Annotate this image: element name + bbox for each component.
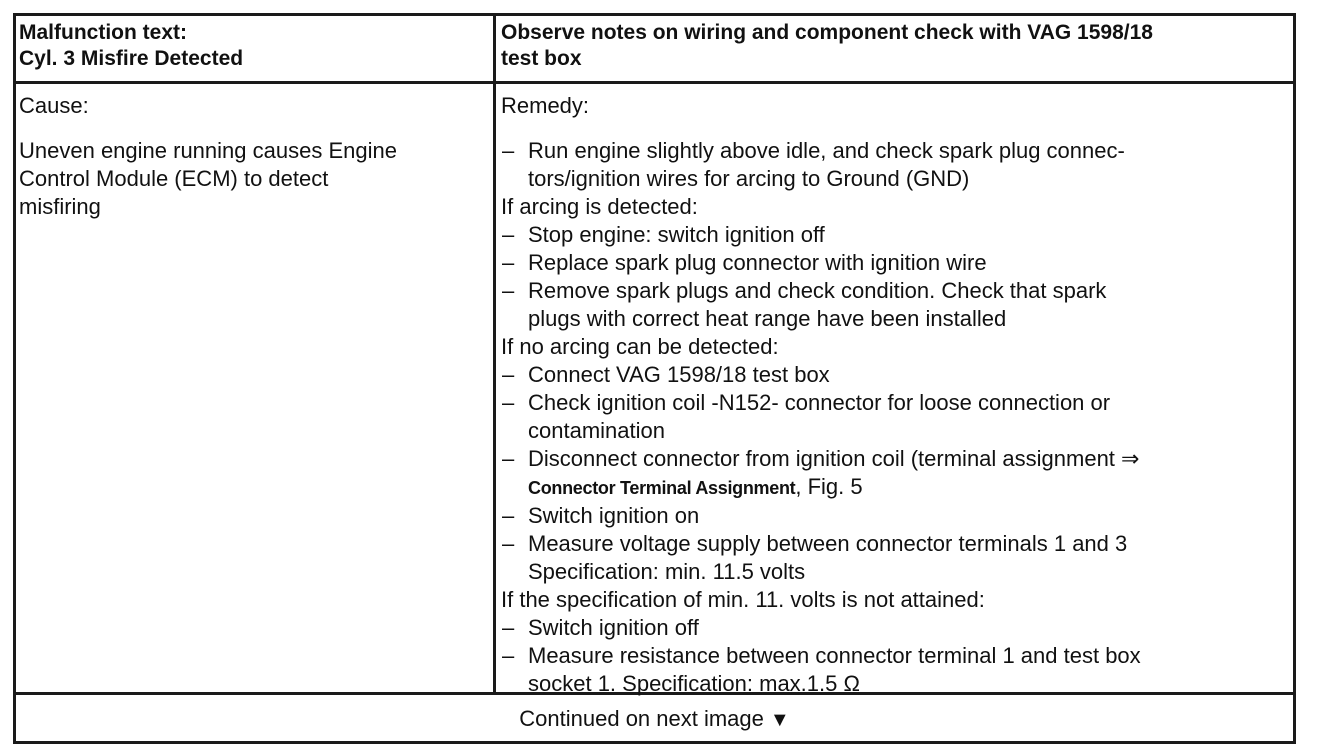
malfunction-title: Cyl. 3 Misfire Detected	[19, 47, 244, 70]
header-divider	[16, 81, 1293, 84]
cause-label: Cause:	[19, 93, 89, 118]
remedy-step: – Replace spark plug connector with ignition wire	[502, 250, 987, 275]
malfunction-header	[19, 20, 484, 72]
cause-line: misfiring	[19, 194, 101, 219]
malfunction-label: Malfunction text:	[19, 21, 187, 44]
remedy-step: – Stop engine: switch ignition off	[502, 222, 825, 247]
continued-footer	[16, 697, 1293, 741]
remedy-step: – Switch ignition off	[502, 615, 699, 640]
cause-line: Control Module (ECM) to detect	[19, 166, 329, 191]
condition-heading: If the specification of min. 11. volts is not attained:	[501, 587, 985, 612]
remedy-step: – Measure voltage supply between connector terminals 1 and 3 Specification: min. 11.5 volts	[502, 531, 1128, 584]
notes-line-1: Observe notes on wiring and component check with VAG 1598/18	[501, 21, 1153, 44]
remedy-step: – Check ignition coil -N152- connector for loose connection or contamination	[502, 390, 1111, 443]
condition-heading: If arcing is detected:	[501, 194, 698, 219]
notes-header	[501, 20, 1291, 72]
malfunction-table	[13, 13, 1296, 744]
continued-text: Continued on next image	[519, 706, 764, 731]
remedy-step: – Connect VAG 1598/18 test box	[502, 362, 830, 387]
remedy-column	[501, 92, 1293, 698]
condition-heading: If no arcing can be detected:	[501, 334, 779, 359]
remedy-step: – Disconnect connector from ignition coil (terminal assignment ⇒ Connector Terminal Assignment, Fig. 5	[502, 446, 1140, 499]
notes-line-2: test box	[501, 47, 582, 70]
down-arrow-icon: ▼	[769, 709, 790, 731]
remedy-step: – Run engine slightly above idle, and check spark plug connec- tors/ignition wires for arcing to Ground (GND)	[502, 138, 1125, 191]
connector-assignment-link[interactable]: Connector Terminal Assignment	[528, 478, 796, 498]
cause-column	[19, 92, 484, 221]
remedy-step: – Switch ignition on	[502, 503, 700, 528]
remedy-label: Remedy:	[501, 93, 590, 118]
remedy-step: – Measure resistance between connector terminal 1 and test box socket 1. Specification: max.1.5 Ω	[502, 643, 1141, 696]
cause-line: Uneven engine running causes Engine	[19, 138, 397, 163]
column-divider	[493, 16, 496, 695]
remedy-step: – Remove spark plugs and check condition. Check that spark plugs with correct heat range have been installed	[502, 278, 1107, 331]
